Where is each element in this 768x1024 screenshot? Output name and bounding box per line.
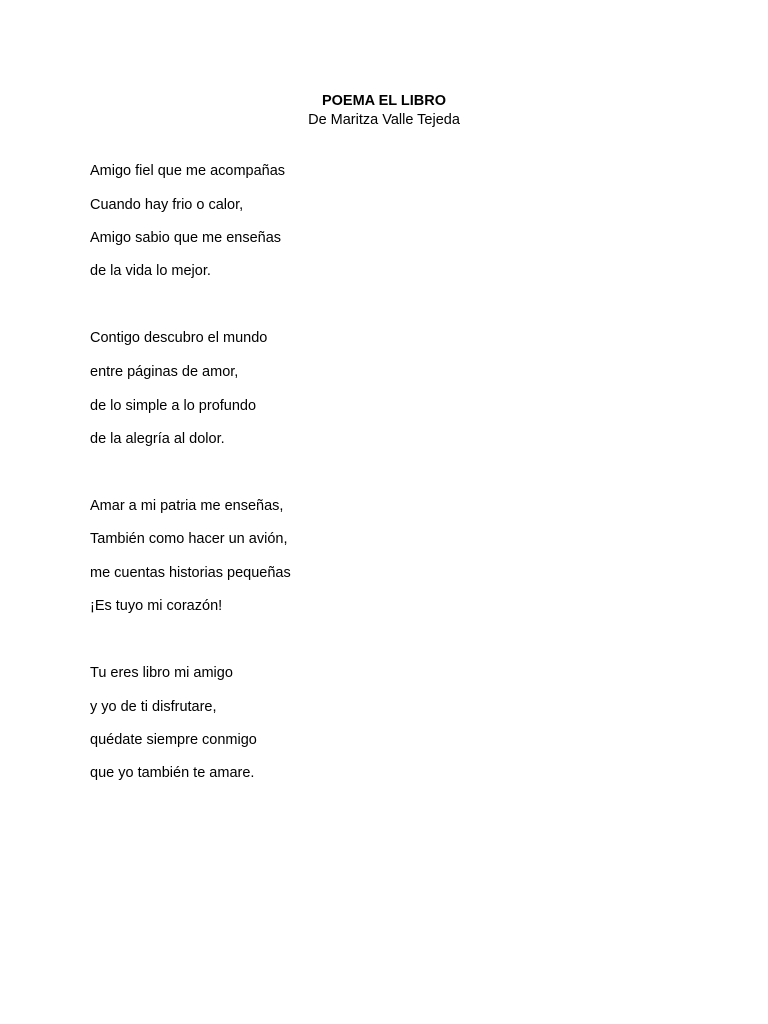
poem-line: de la vida lo mejor. (90, 263, 211, 279)
poem-author: De Maritza Valle Tejeda (308, 112, 460, 128)
poem-line: ¡Es tuyo mi corazón! (90, 598, 223, 614)
poem-line: de la alegría al dolor. (90, 431, 225, 447)
poem-line: Tu eres libro mi amigo (90, 665, 233, 681)
poem-line: Contigo descubro el mundo (90, 330, 268, 346)
poem-line: y yo de ti disfrutare, (90, 699, 217, 715)
poem-line: También como hacer un avión, (90, 531, 288, 547)
poem-line: Amigo fiel que me acompañas (90, 163, 286, 179)
poem-line: Cuando hay frio o calor, (90, 197, 244, 213)
poem-line: de lo simple a lo profundo (90, 398, 257, 414)
poem-line: Amigo sabio que me enseñas (90, 230, 282, 246)
poem-line: entre páginas de amor, (90, 364, 239, 380)
poem-line: Amar a mi patria me enseñas, (90, 498, 284, 514)
poem-line: me cuentas historias pequeñas (90, 565, 291, 581)
poem-line: que yo también te amare. (90, 765, 255, 781)
poem-title: POEMA EL LIBRO (321, 93, 447, 109)
poem-line: quédate siempre conmigo (90, 732, 257, 748)
